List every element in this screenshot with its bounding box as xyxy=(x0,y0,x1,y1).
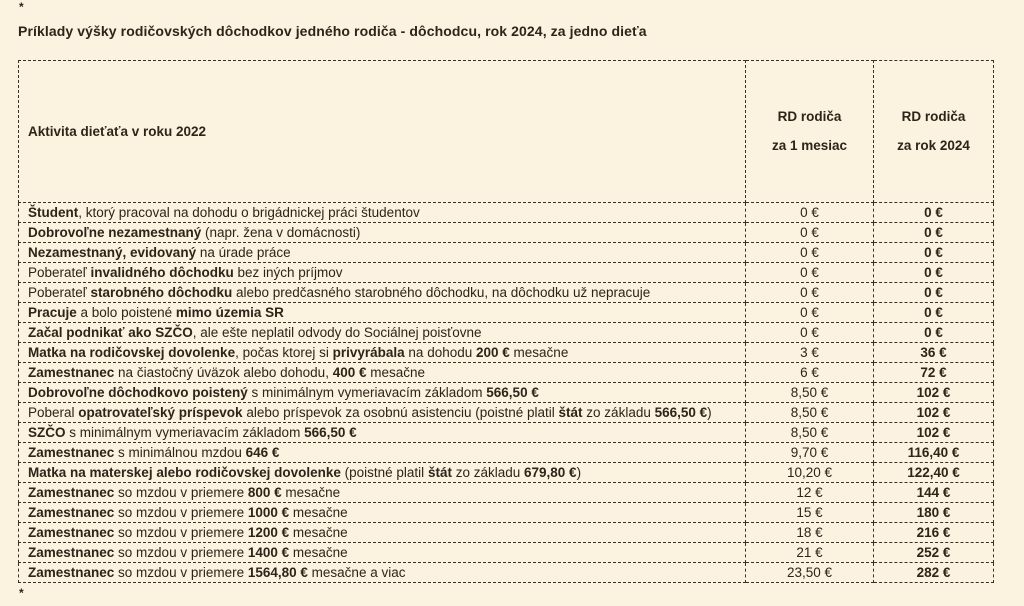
activity-text-bold: 566,50 € xyxy=(654,405,708,420)
activity-text-bold: invalidného dôchodku xyxy=(90,265,234,280)
activity-text-bold: Zamestnanec xyxy=(28,565,115,580)
activity-text: Poberateľ xyxy=(28,285,91,300)
rd-month-value: 9,70 € xyxy=(746,443,874,463)
table-row xyxy=(19,483,994,503)
rd-year-value: 0 € xyxy=(874,323,994,343)
activity-text: mesačne xyxy=(289,525,348,540)
table-header xyxy=(19,61,994,203)
activity-text-bold: štát xyxy=(558,405,583,420)
top-footnote-marker: * xyxy=(19,0,24,14)
table-row xyxy=(19,243,994,263)
rd-year-value: 0 € xyxy=(874,303,994,323)
activity-text: mesačne xyxy=(509,345,569,360)
rd-month-value: 0 € xyxy=(746,303,874,323)
activity-text: , ktorý pracoval na dohodu o brigádnickej práci študentov xyxy=(78,205,420,220)
activity-text-bold: Dobrovoľne dôchodkovo poistený xyxy=(28,385,248,400)
activity-text-bold: 1400 € xyxy=(247,545,290,560)
activity-text-bold: Zamestnanec xyxy=(28,545,115,560)
activity-text: (poistné platil xyxy=(340,465,428,480)
activity-cell xyxy=(19,303,746,323)
activity-text-bold: Zamestnanec xyxy=(28,445,115,460)
rd-month-value: 0 € xyxy=(746,223,874,243)
rd-month-label-line2: za 1 mesiac xyxy=(771,138,848,153)
table-row xyxy=(19,543,994,563)
activity-text-bold: opatrovateľský príspevok xyxy=(78,405,243,420)
rd-month-value: 0 € xyxy=(746,283,874,303)
activity-text-bold: 646 € xyxy=(245,445,280,460)
table-row xyxy=(19,263,994,283)
activity-cell xyxy=(19,423,746,443)
activity-text: s minimálnym vymeriavacím základom xyxy=(65,425,305,440)
rd-year-value: 102 € xyxy=(874,383,994,403)
activity-text-bold: 800 € xyxy=(247,485,282,500)
activity-text: so mzdou v priemere xyxy=(114,505,248,520)
activity-text-bold: 566,50 € xyxy=(304,425,357,440)
column-header-rd-year xyxy=(874,61,994,203)
activity-text: mesačne xyxy=(289,505,348,520)
activity-text-bold: 1000 € xyxy=(247,505,290,520)
activity-text: so mzdou v priemere xyxy=(114,525,248,540)
rd-month-label-line1: RD rodiča xyxy=(777,109,842,124)
activity-text: so mzdou v priemere xyxy=(114,565,248,580)
activity-cell xyxy=(19,443,746,463)
table-row xyxy=(19,283,994,303)
rd-month-value: 10,20 € xyxy=(746,463,874,483)
table-row xyxy=(19,403,994,423)
rd-month-value: 23,50 € xyxy=(746,563,874,583)
activity-cell xyxy=(19,243,746,263)
activity-cell xyxy=(19,563,746,583)
rd-month-value: 12 € xyxy=(746,483,874,503)
rd-month-value: 8,50 € xyxy=(746,403,874,423)
activity-text: ) xyxy=(707,405,712,420)
table-row xyxy=(19,503,994,523)
activity-cell xyxy=(19,543,746,563)
activity-text-bold: privyrábala xyxy=(332,345,405,360)
table-row xyxy=(19,343,994,363)
header-row xyxy=(19,61,994,203)
activity-text: s minimálnou mzdou xyxy=(114,445,246,460)
rd-year-value: 0 € xyxy=(874,243,994,263)
rd-month-value: 8,50 € xyxy=(746,383,874,403)
rd-year-value: 252 € xyxy=(874,543,994,563)
activity-text: bez iných príjmov xyxy=(233,265,343,280)
activity-text: mesačne a viac xyxy=(307,565,406,580)
activity-cell xyxy=(19,343,746,363)
activity-text: (napr. žena v domácnosti) xyxy=(201,225,361,240)
table-row xyxy=(19,563,994,583)
rd-month-value: 18 € xyxy=(746,523,874,543)
activity-text-bold: 1564,80 € xyxy=(247,565,308,580)
activity-text: mesačne xyxy=(281,485,341,500)
activity-cell xyxy=(19,503,746,523)
table-row xyxy=(19,223,994,243)
table-row xyxy=(19,463,994,483)
activity-text-bold: Zamestnanec xyxy=(28,525,115,540)
table-body xyxy=(19,203,994,583)
activity-cell xyxy=(19,283,746,303)
activity-cell xyxy=(19,523,746,543)
activity-text-bold: Pracuje xyxy=(28,305,77,320)
rd-month-value: 6 € xyxy=(746,363,874,383)
rd-year-label-line2: za rok 2024 xyxy=(897,138,970,153)
activity-text: na úrade práce xyxy=(196,245,291,260)
activity-text: so mzdou v priemere xyxy=(114,485,248,500)
activity-text: Poberateľ xyxy=(28,265,91,280)
activity-text: s minimálnym vymeriavacím základom xyxy=(247,385,487,400)
activity-text: Poberal xyxy=(28,405,79,420)
column-header-rd-month xyxy=(746,61,874,203)
activity-text-bold: Dobrovoľne nezamestnaný xyxy=(28,225,202,240)
activity-text-bold: Začal podnikať ako SZČO xyxy=(28,325,193,340)
activity-text-bold: Matka na materskej alebo rodičovskej dovolenke xyxy=(28,465,341,480)
activity-cell xyxy=(19,463,746,483)
rd-month-value: 15 € xyxy=(746,503,874,523)
activity-cell xyxy=(19,263,746,283)
activity-cell xyxy=(19,203,746,223)
pension-table xyxy=(18,60,994,583)
rd-year-value: 180 € xyxy=(874,503,994,523)
rd-year-value: 102 € xyxy=(874,423,994,443)
table-row xyxy=(19,523,994,543)
rd-month-value: 0 € xyxy=(746,263,874,283)
activity-text-bold: Zamestnanec xyxy=(28,505,115,520)
rd-year-value: 144 € xyxy=(874,483,994,503)
activity-text-bold: starobného dôchodku xyxy=(90,285,233,300)
activity-cell xyxy=(19,403,746,423)
rd-month-value: 0 € xyxy=(746,243,874,263)
rd-year-value: 216 € xyxy=(874,523,994,543)
activity-text: so mzdou v priemere xyxy=(114,545,248,560)
activity-text: alebo príspevok za osobnú asistenciu (poistné platil xyxy=(242,405,559,420)
activity-cell xyxy=(19,223,746,243)
rd-month-value: 21 € xyxy=(746,543,874,563)
activity-text-bold: Nezamestnaný, evidovaný xyxy=(28,245,197,260)
rd-year-value: 116,40 € xyxy=(874,443,994,463)
rd-month-value: 8,50 € xyxy=(746,423,874,443)
activity-text: na dohodu xyxy=(404,345,476,360)
rd-year-value: 102 € xyxy=(874,403,994,423)
activity-text-bold: mimo územia SR xyxy=(175,305,284,320)
page-title: Príklady výšky rodičovských dôchodkov jedného rodiča - dôchodcu, rok 2024, za jedno dieťa xyxy=(18,23,647,39)
rd-month-value: 3 € xyxy=(746,343,874,363)
rd-year-value: 0 € xyxy=(874,223,994,243)
table-row xyxy=(19,323,994,343)
rd-year-value: 0 € xyxy=(874,263,994,283)
activity-text: mesačne xyxy=(366,365,426,380)
rd-year-label-line1: RD rodiča xyxy=(901,109,966,124)
activity-text-bold: Matka na rodičovskej dovolenke xyxy=(28,345,236,360)
activity-cell xyxy=(19,323,746,343)
activity-text: zo základu xyxy=(582,405,655,420)
activity-text: alebo predčasného starobného dôchodku, na dôchodku už nepracuje xyxy=(232,285,651,300)
activity-text: mesačne xyxy=(289,545,348,560)
rd-year-value: 282 € xyxy=(874,563,994,583)
activity-text-bold: Zamestnanec xyxy=(28,485,115,500)
rd-year-value: 122,40 € xyxy=(874,463,994,483)
activity-text: zo základu xyxy=(451,465,524,480)
table-row xyxy=(19,303,994,323)
bottom-footnote-marker: * xyxy=(19,586,24,600)
activity-cell xyxy=(19,483,746,503)
activity-text: , ale ešte neplatil odvody do Sociálnej poisťovne xyxy=(192,325,482,340)
activity-text-bold: 400 € xyxy=(332,365,367,380)
table-row xyxy=(19,383,994,403)
activity-text-bold: SZČO xyxy=(28,425,66,440)
rd-year-value: 0 € xyxy=(874,283,994,303)
activity-text: na čiastočný úväzok alebo dohodu, xyxy=(114,365,333,380)
rd-month-value: 0 € xyxy=(746,323,874,343)
activity-text-bold: 566,50 € xyxy=(486,385,539,400)
rd-month-value: 0 € xyxy=(746,203,874,223)
column-header-activity: Aktivita dieťaťa v roku 2022 xyxy=(19,61,746,203)
table-row xyxy=(19,423,994,443)
activity-text-bold: 679,80 € xyxy=(524,465,577,480)
activity-text: , počas ktorej si xyxy=(235,345,333,360)
activity-text-bold: 1200 € xyxy=(247,525,290,540)
activity-text-bold: Študent xyxy=(28,205,79,220)
activity-text-bold: štát xyxy=(427,465,452,480)
table-row xyxy=(19,203,994,223)
activity-text: ) xyxy=(576,465,582,480)
table-row xyxy=(19,443,994,463)
rd-year-value: 72 € xyxy=(874,363,994,383)
activity-text-bold: 200 € xyxy=(476,345,510,360)
activity-cell xyxy=(19,383,746,403)
rd-year-value: 36 € xyxy=(874,343,994,363)
activity-cell xyxy=(19,363,746,383)
table-row xyxy=(19,363,994,383)
activity-text-bold: Zamestnanec xyxy=(28,365,115,380)
activity-text: a bolo poistené xyxy=(76,305,176,320)
rd-year-value: 0 € xyxy=(874,203,994,223)
